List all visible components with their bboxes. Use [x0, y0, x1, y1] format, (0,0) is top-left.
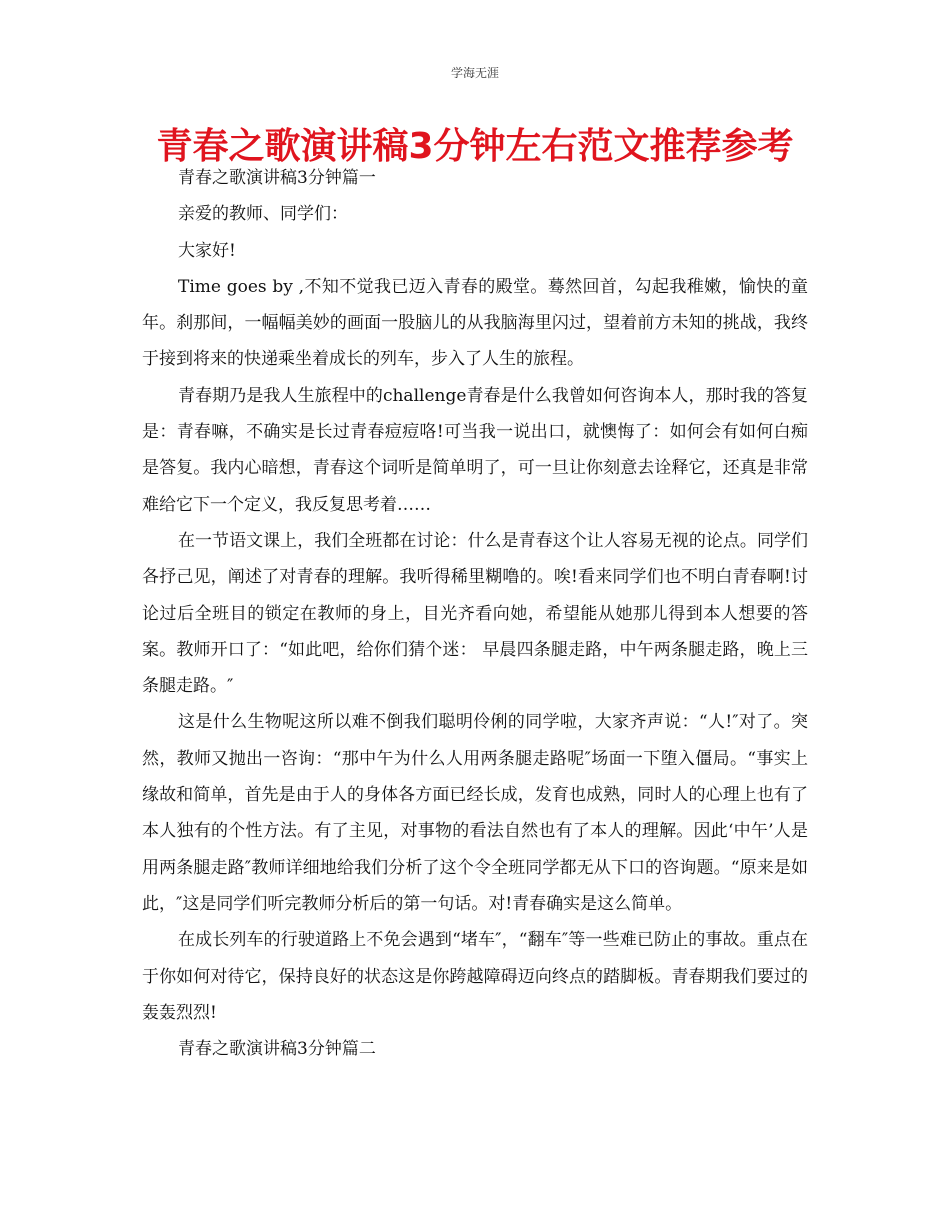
paragraph: 这是什么生物呢这所以难不倒我们聪明伶俐的同学啦，大家齐声说：“人!″对了。突然，教师又抛出一咨询：“那中午为什么人用两条腿走路呢″场面一下堕入僵局。“事实上缘故和简单，首先是由于人的身体各方面已经长成，发育也成熟，同时人的心理上也有了本人独有的个性方法。有了主见，对事物的看法自然也有了本人的理解。因此‘中午’人是用两条腿走路″教师详细地给我们分析了这个令全班同学都无从下口的咨询题。“原来是如此，″这是同学们听完教师分析后的第一句话。对!青春确实是这么简单。 — [142, 712, 808, 914]
paragraph: 在一节语文课上，我们全班都在讨论：什么是青春这个让人容易无视的论点。同学们各抒己见，阐述了对青春的理解。我听得稀里糊噜的。唉!看来同学们也不明白青春啊!讨论过后全班目的锁定在教师的身上，目光齐看向她，希望能从她那儿得到本人想要的答案。教师开口了：“如此吧，给你们猜个迷： 早晨四条腿走路，中午两条腿走路，晚上三条腿走路。″ — [142, 530, 808, 697]
greeting: 大家好! — [178, 240, 236, 261]
document-title: 青春之歌演讲稿3分钟左右范文推荐参考 — [156, 126, 794, 167]
header-note: 学海无涯 — [450, 66, 499, 80]
document-body — [142, 160, 808, 1067]
paragraph: Time goes by ,不知不觉我已迈入青春的殿堂。蓦然回首，勾起我稚嫩，愉快的童年。刹那间，一幅幅美妙的画面一股脑儿的从我脑海里闪过，望着前方未知的挑战，我终于接到将来的快递乘坐着成长的列车，步入了人生的旅程。 — [142, 276, 808, 370]
paragraph: 在成长列车的行驶道路上不免会遇到“堵车″，“翻车″等一些难已防止的事故。重点在于你如何对待它，保持良好的状态这是你跨越障碍迈向终点的踏脚板。青春期我们要过的轰轰烈烈! — [142, 930, 808, 1023]
section-heading-1: 青春之歌演讲稿3分钟篇一 — [178, 168, 376, 188]
section-heading-2: 青春之歌演讲稿3分钟篇二 — [178, 1039, 376, 1060]
paragraph: 青春期乃是我人生旅程中的challenge青春是什么我曾如何咨询本人，那时我的答复是：青春嘛，不确实是长过青春痘痘咯!可当我一说出口，就懊悔了：如何会有如何白痴是答复。我内心暗想，青春这个词听是简单明了，可一旦让你刻意去诠释它，还真是非常难给它下一个定义，我反复思考着…… — [142, 385, 808, 515]
salutation: 亲爱的教师、同学们： — [178, 204, 348, 225]
